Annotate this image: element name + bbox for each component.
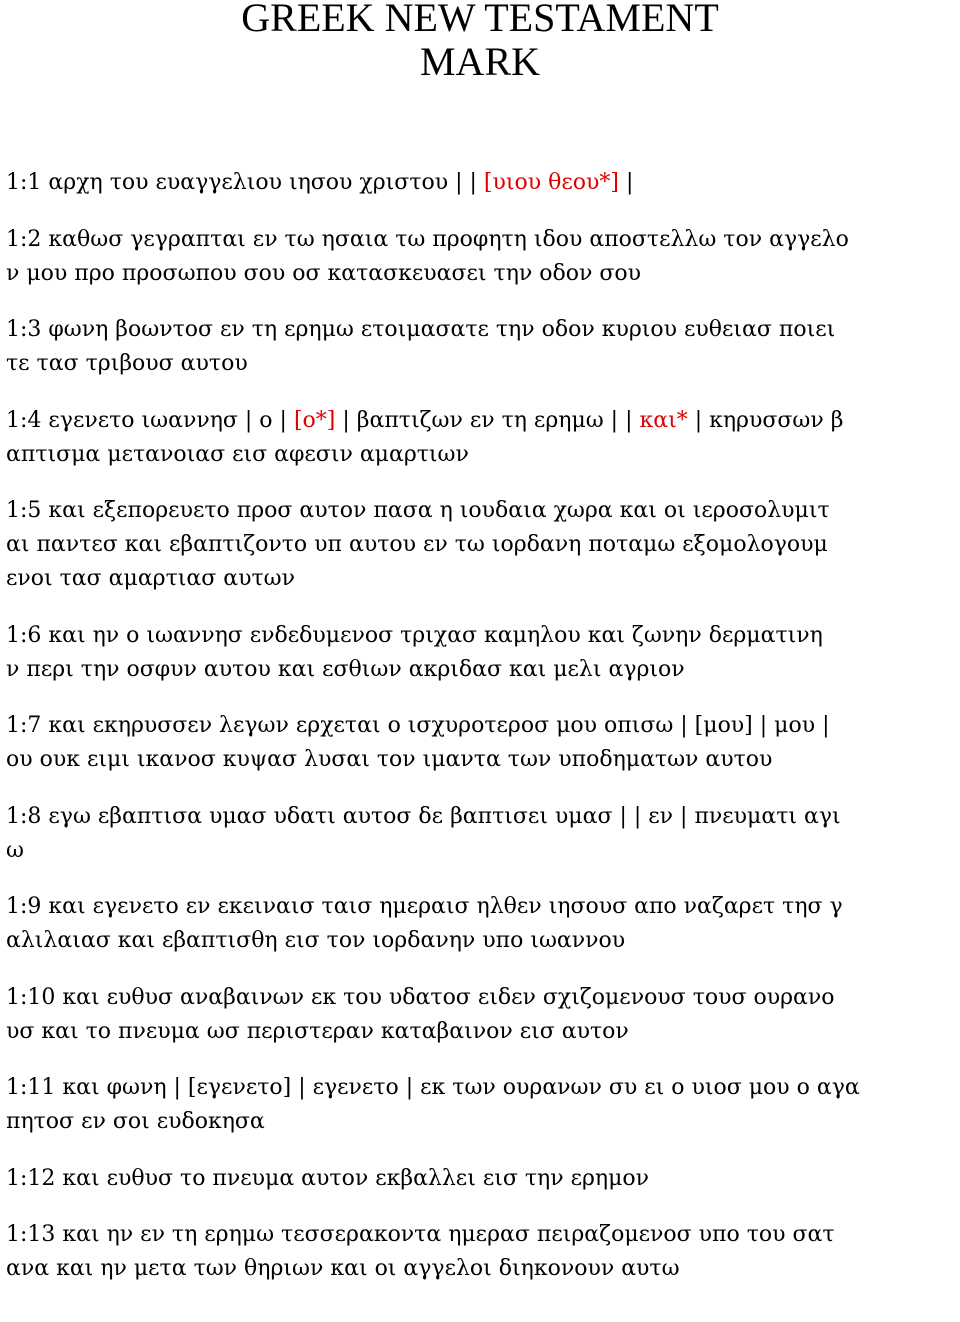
verse-line xyxy=(6,1252,960,1286)
verse-text: αλιλαιασ και εβαπτισθη εισ τον ιορδανην υπο ιωαννου xyxy=(6,928,626,953)
verse-list xyxy=(6,166,960,1286)
verse-text: | βαπτιζων εν τη ερημω | | xyxy=(335,407,640,433)
verse-line xyxy=(6,257,960,291)
variant-reading: [ο*] xyxy=(293,407,336,433)
verse-line xyxy=(6,528,960,562)
verse-text: 1:8 εγω εβαπτισα υμασ υδατι αυτοσ δε βαπτισει υμασ | | εν | πνευματι αγι xyxy=(6,803,841,829)
book-title: MARK xyxy=(419,39,541,84)
verse-text: απτισμα μετανοιασ εισ αφεσιν αμαρτιων xyxy=(6,441,469,467)
verse-gap xyxy=(6,200,960,223)
verse-gap xyxy=(6,596,960,619)
verse-line xyxy=(6,653,960,687)
verse-line xyxy=(6,166,960,200)
verse-text: τε τασ τριβουσ αυτου xyxy=(6,351,248,376)
verse-text: υσ και το πνευμα ωσ περιστεραν καταβαινον εισ αυτον xyxy=(6,1018,629,1044)
verse-gap xyxy=(6,1139,960,1162)
verse-gap xyxy=(6,687,960,710)
verse-text: | κηρυσσων β xyxy=(687,407,844,433)
verse xyxy=(6,1218,960,1286)
verse xyxy=(6,890,960,958)
verse-text: ου ουκ ειμι ικανοσ κυψασ λυσαι τον ιμαντα των υποδηματων αυτου xyxy=(6,747,773,772)
verse xyxy=(6,619,960,687)
verse-text: ανα και ην μετα των θηριων και οι αγγελοι διηκονουν αυτω xyxy=(6,1256,680,1281)
verse-line xyxy=(6,347,960,381)
verse-text: | xyxy=(618,170,634,195)
variant-reading: και* xyxy=(639,407,688,433)
verse-gap xyxy=(6,381,960,404)
verse xyxy=(6,223,960,291)
verse xyxy=(6,709,960,777)
verse-line xyxy=(6,619,960,653)
verse-gap xyxy=(6,1049,960,1072)
verse-line xyxy=(6,1015,960,1049)
verse-line xyxy=(6,494,960,528)
verse-text: ν περι την οσφυν αυτου και εσθιων ακριδασ και μελι αγριον xyxy=(6,656,685,682)
verse-text: 1:9 και εγενετο εν εκειναισ ταισ ημεραισ ηλθεν ιησουσ απο ναζαρετ τησ γ xyxy=(6,894,843,919)
page-title: GREEK NEW TESTAMENT xyxy=(241,0,719,40)
verse xyxy=(6,494,960,596)
verse-text: 1:5 και εξεπορευετο προσ αυτον πασα η ιουδαια χωρα και οι ιεροσολυμιτ xyxy=(6,498,830,523)
verse-text: ν μου προ προσωπου σου οσ κατασκευασει την οδον σου xyxy=(6,260,641,286)
verse-line xyxy=(6,981,960,1015)
verse-line xyxy=(6,890,960,924)
verse-line xyxy=(6,1105,960,1139)
verse-line xyxy=(6,1071,960,1105)
verse-text: 1:10 και ευθυσ αναβαινων εκ του υδατοσ ειδεν σχιζομενουσ τουσ ουρανο xyxy=(6,984,835,1010)
verse-line xyxy=(6,743,960,777)
verse xyxy=(6,166,960,200)
verse-text: 1:6 και ην ο ιωαννησ ενδεδυμενοσ τριχασ καμηλου και ζωνην δερματινη xyxy=(6,622,823,648)
verse-gap xyxy=(6,868,960,891)
verse-line xyxy=(6,1162,960,1196)
verse-text: πητοσ εν σοι ευδοκησα xyxy=(6,1109,265,1134)
verse-text: ω xyxy=(6,837,24,863)
verse-line xyxy=(6,313,960,347)
verse-text: 1:2 καθωσ γεγραπται εν τω ησαια τω προφητη ιδου αποστελλω τον αγγελο xyxy=(6,226,849,252)
verse-text: 1:11 και φωνη | [εγενετο] | εγενετο | εκ των ουρανων συ ει ο υιοσ μου ο αγα xyxy=(6,1075,860,1100)
verse-line xyxy=(6,800,960,834)
verse-line xyxy=(6,924,960,958)
verse-gap xyxy=(6,472,960,495)
verse-text: 1:13 και ην εν τη ερημω τεσσερακοντα ημερασ πειραζομενοσ υπο του σατ xyxy=(6,1222,835,1247)
verse-line xyxy=(6,709,960,743)
verse-text: 1:12 και ευθυσ το πνευμα αυτον εκβαλλει εισ την ερημον xyxy=(6,1165,650,1191)
verse-line xyxy=(6,1218,960,1252)
verse xyxy=(6,800,960,868)
verse-line xyxy=(6,562,960,596)
verse-line xyxy=(6,438,960,472)
verse-gap xyxy=(6,1196,960,1219)
verse xyxy=(6,981,960,1049)
verse xyxy=(6,1162,960,1196)
verse-text: 1:4 εγενετο ιωαννησ | ο | xyxy=(6,407,294,433)
verse-text: ενοι τασ αμαρτιασ αυτων xyxy=(6,566,295,591)
verse-gap xyxy=(6,777,960,800)
variant-reading: [υιου θεου*] xyxy=(483,170,619,195)
verse-gap xyxy=(6,958,960,981)
verse-text: 1:7 και εκηρυσσεν λεγων ερχεται ο ισχυροτεροσ μου οπισω | [μου] | μου | xyxy=(6,713,830,738)
verse-text: αι παντεσ και εβαπτιζοντο υπ αυτου εν τω ιορδανη ποταμω εξομολογουμ xyxy=(6,532,828,557)
verse xyxy=(6,1071,960,1139)
verse xyxy=(6,404,960,472)
verse-line xyxy=(6,404,960,438)
verse-gap xyxy=(6,291,960,314)
verse xyxy=(6,313,960,381)
verse-text: 1:3 φωνη βοωντοσ εν τη ερημω ετοιμασατε την οδον κυριου ευθειασ ποιει xyxy=(6,317,836,342)
verse-line xyxy=(6,834,960,868)
verse-line xyxy=(6,223,960,257)
verse-text: 1:1 αρχη του ευαγγελιου ιησου χριστου | | xyxy=(6,170,484,195)
